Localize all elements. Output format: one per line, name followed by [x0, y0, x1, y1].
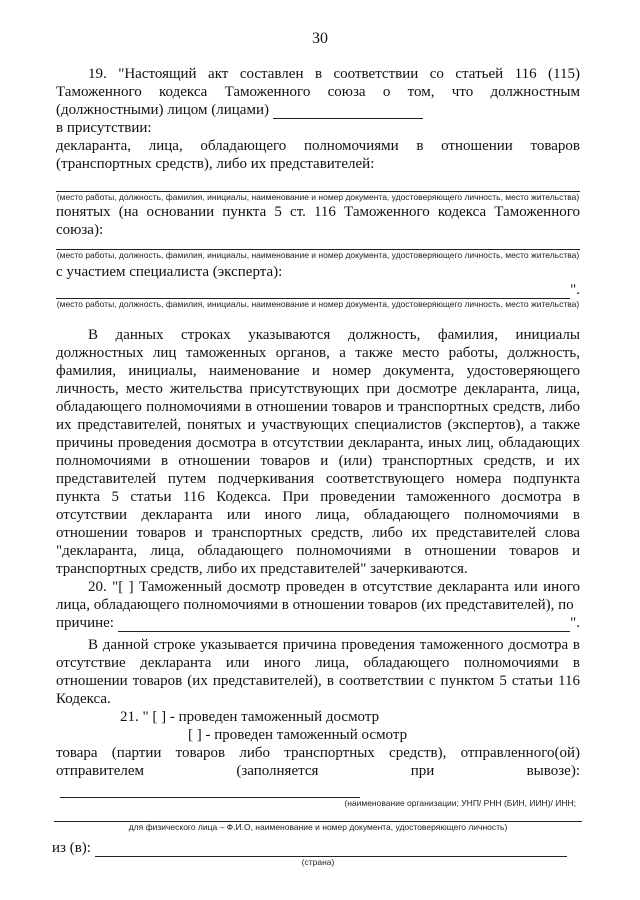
item-20-text: 20. "[ ] Таможенный досмотр проведен в отсутствие декларанта или иного лица, обладающего полномочиями в отношении товаров (их представителей), по [56, 579, 580, 613]
country-caption: (страна) [301, 857, 335, 867]
country-field[interactable] [95, 843, 567, 857]
reason-label: причине: [56, 615, 114, 631]
item-21 [52, 708, 580, 868]
item-19-heading [56, 65, 580, 119]
sender-person-caption: для физического лица – Ф.И.О, наименование и номер документа, удостоверяющего личность) [128, 822, 508, 832]
specialist-close-quote: ". [570, 282, 580, 298]
sender-person-field[interactable] [54, 809, 582, 822]
item-19 [56, 65, 580, 310]
witnesses-label: понятых (на основании пункта 5 ст. 116 Таможенного кодекса Таможенного союза): [56, 204, 580, 238]
country-line [52, 839, 580, 857]
witnesses-field[interactable] [56, 239, 580, 250]
sender-field[interactable] [60, 784, 360, 798]
country-label: из (в): [52, 840, 91, 856]
item-19-explanation: В данных строках указываются должность, фамилия, инициалы должностных лиц таможенных органов, а также место работы, должность, фамилия, инициалы, наименование и номер документа, удостоверяющего личность, место жительства присутствующих при досмотре декларанта, лица, обладающего полномочиями в отношении товаров и транспортных средств, либо их представителей, понятых и участвующих специалистов (экспертов), а также причины проведения досмотра в отсутствии декларанта, иных лиц, обладающих полномочиями в отношении товаров и (или) транспортных средств, и их представителей путем подчеркивания соответствующего номера подпункта пункта 5 статьи 116 Кодекса. При проведении таможенного досмотра в отсутствии декларанта или иного лица, обладающего полномочиями в отношении товаров и транспортных средств, либо их представителей слова "декларанта, лица, обладающего полномочиями в отношении товаров и транспортных средств, либо их представителей" зачеркиваются. [56, 327, 580, 577]
reason-line [56, 614, 580, 632]
inspection-option-customs-examination[interactable]: 21. " [ ] - проведен таможенный досмотр [120, 709, 380, 725]
declarant-label: декларанта, лица, обладающего полномочиями в отношении товаров (транспортных средств), либо их представителей: [56, 138, 580, 172]
witnesses-field-caption: (место работы, должность, фамилия, инициалы, наименование и номер документа, удостоверяющего личность, место жительства) [56, 250, 580, 260]
reason-field[interactable] [118, 618, 570, 632]
specialist-line [56, 281, 580, 299]
specialist-label: с участием специалиста (эксперта): [56, 264, 283, 280]
goods-label-text: товара (партии товаров либо транспортных средств), отправленного(ой) отправителем (заполняется при вывозе): [56, 745, 580, 779]
in-presence-label: в присутствии: [56, 120, 152, 136]
page-number: 30 [312, 30, 328, 47]
inspection-option-customs-inspection[interactable]: [ ] - проведен таможенный осмотр [188, 727, 408, 743]
item-20-explanation: В данной строке указывается причина проведения таможенного досмотра в отсутствие декларанта или иного лица, обладающего полномочиями в отношении товаров (их представителей), в соответствии с пунктом 5 статьи 116 Кодекса. [56, 637, 580, 707]
document-body [52, 65, 580, 868]
item-20 [56, 578, 580, 632]
reason-close-quote: ". [570, 615, 580, 631]
declarant-field-caption: (место работы, должность, фамилия, инициалы, наименование и номер документа, удостоверяющего личность, место жительства) [56, 192, 580, 202]
specialist-field[interactable] [56, 285, 570, 299]
sender-org-caption: (наименование организации; УНП/ РНН (БИН, ИИН)/ ИНН; [344, 798, 576, 808]
officials-field[interactable] [273, 105, 423, 119]
item-19-text: 19. "Настоящий акт составлен в соответствии со статьей 116 (115) Таможенного кодекса Таможенного союза о том, что должностным (должностными) лицом (лицами) [56, 66, 580, 118]
goods-label [56, 744, 580, 798]
specialist-field-caption: (место работы, должность, фамилия, инициалы, наименование и номер документа, удостоверяющего личность, место жительства) [56, 299, 580, 309]
declarant-field[interactable] [56, 173, 580, 192]
